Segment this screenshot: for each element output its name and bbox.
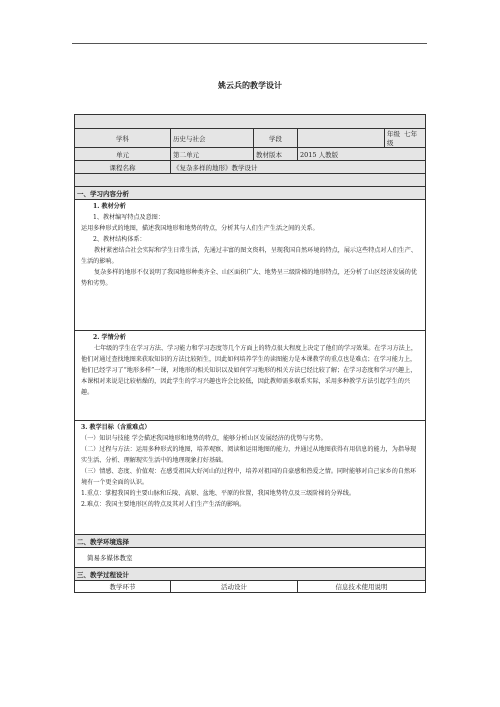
learner-analysis-heading: 2. 学情分析: [93, 334, 126, 341]
goal-process: （二）过程与方法：运用多种形式的地图，培养观察、阅读和运用地图的能力，并通过从地图获得有用信息的能力，为指导现实生活、分析、理解现实生活中的地理现象打好基础。: [81, 446, 417, 464]
learner-analysis-text: 七年级的学生在学习方法、学习能力和学习态度等几个方面上的特点很大程度上决定了他们的学习效果。在学习方法上，他们对通过查找地图来获取知识的方法比较陌生，因此如何培养学生的读图能力是本课教学的重点也是难点；在学习能力上，他们已经学习了“地形多样”一课，对地形的相关知识以及如何学习地形的相关方法已经比较了解；在学习态度和学习兴趣上，本课相对来说是比较枯燥的，因此学生的学习兴趣也许会比较低，因此教师需多联系实际，采用多种教学方法引起学生的兴趣。: [81, 345, 417, 396]
edition-value: 2015 人教版: [298, 148, 426, 161]
textbook-features-text: 运用多种形式的地图，描述我国地形和地势的特点，分析其与人们生产生活之间的关系。: [81, 225, 319, 232]
textbook-analysis-cell: [75, 200, 426, 331]
grade-value: 七年级: [387, 130, 418, 147]
stage-label: 学段: [254, 129, 298, 148]
header-rule: [72, 43, 427, 44]
lesson-plan-table: [74, 114, 426, 593]
lesson-plan-table-wrapper: [74, 114, 425, 600]
section-environment-title: 二、教学环境选择: [75, 535, 426, 548]
process-header-activity: 活动设计: [171, 581, 298, 593]
grade-cell: [385, 129, 426, 148]
edition-label: 教材版本: [254, 148, 298, 161]
textbook-structure-para2: 复杂多样的地形不仅说明了我国地形种类齐全、山区面积广大、地势呈三级阶梯的地形特点，还分析了山区经济发展的优势和劣势。: [81, 269, 417, 287]
table-spacer-band: [75, 174, 426, 187]
section-learning-content-title: 一、学习内容分析: [75, 187, 426, 200]
course-name-label: 课程名称: [75, 161, 171, 174]
table-top-band: [75, 115, 426, 129]
process-header-stage: 教学环节: [75, 581, 171, 593]
teaching-goals-heading: 3. 教学目标（含重难点）: [81, 424, 151, 431]
goal-knowledge: （一）知识与技能 学会描述我国地形和地势的特点，能够分析山区发展经济的优势与劣势。: [81, 435, 327, 442]
textbook-analysis-heading: 1. 教材分析: [93, 203, 126, 210]
subject-label: 学科: [75, 129, 171, 148]
textbook-features-label: 1、教材编写特点及意图：: [93, 214, 164, 221]
unit-label: 单元: [75, 148, 171, 161]
textbook-structure-label: 2、教材结构体系：: [93, 236, 146, 243]
grade-label: 年级: [387, 130, 400, 138]
section-process-title: 三、教学过程设计: [75, 568, 426, 581]
unit-value: 第二单元: [171, 148, 254, 161]
textbook-structure-para1: 教材紧密结合社会实际和学生日常生活，先通过丰富的图文资料，呈现我国自然环境的特点，展示这些特点对人们生产、生活的影响。: [81, 247, 417, 265]
goal-attitude: （三）情感、态度、价值观：在感受祖国大好河山的过程中，培养对祖国的自豪感和热爱之情。同时能够对自己家乡的自然环境有一个更全面的认识。: [81, 468, 417, 486]
difficult-point: 2.难点：我国主要地形区的特点及其对人们生产生活的影响。: [81, 501, 246, 508]
environment-value: 简易多媒体教室: [75, 548, 426, 568]
key-point: 1.重点：掌握我国的主要山脉和丘陵、高原、盆地、平原的位置，我国地势特点及三级阶梯的分界线。: [81, 490, 355, 497]
subject-value: 历史与社会: [171, 129, 254, 148]
document-title: 姚云兵的教学设计: [218, 81, 282, 90]
stage-value: [298, 129, 385, 148]
learner-analysis-cell: [75, 331, 426, 421]
process-header-it-usage: 信息技术使用说明: [298, 581, 426, 593]
course-name-value: 《复杂多样的地形》教学设计: [171, 161, 426, 174]
teaching-goals-cell: [75, 421, 426, 535]
